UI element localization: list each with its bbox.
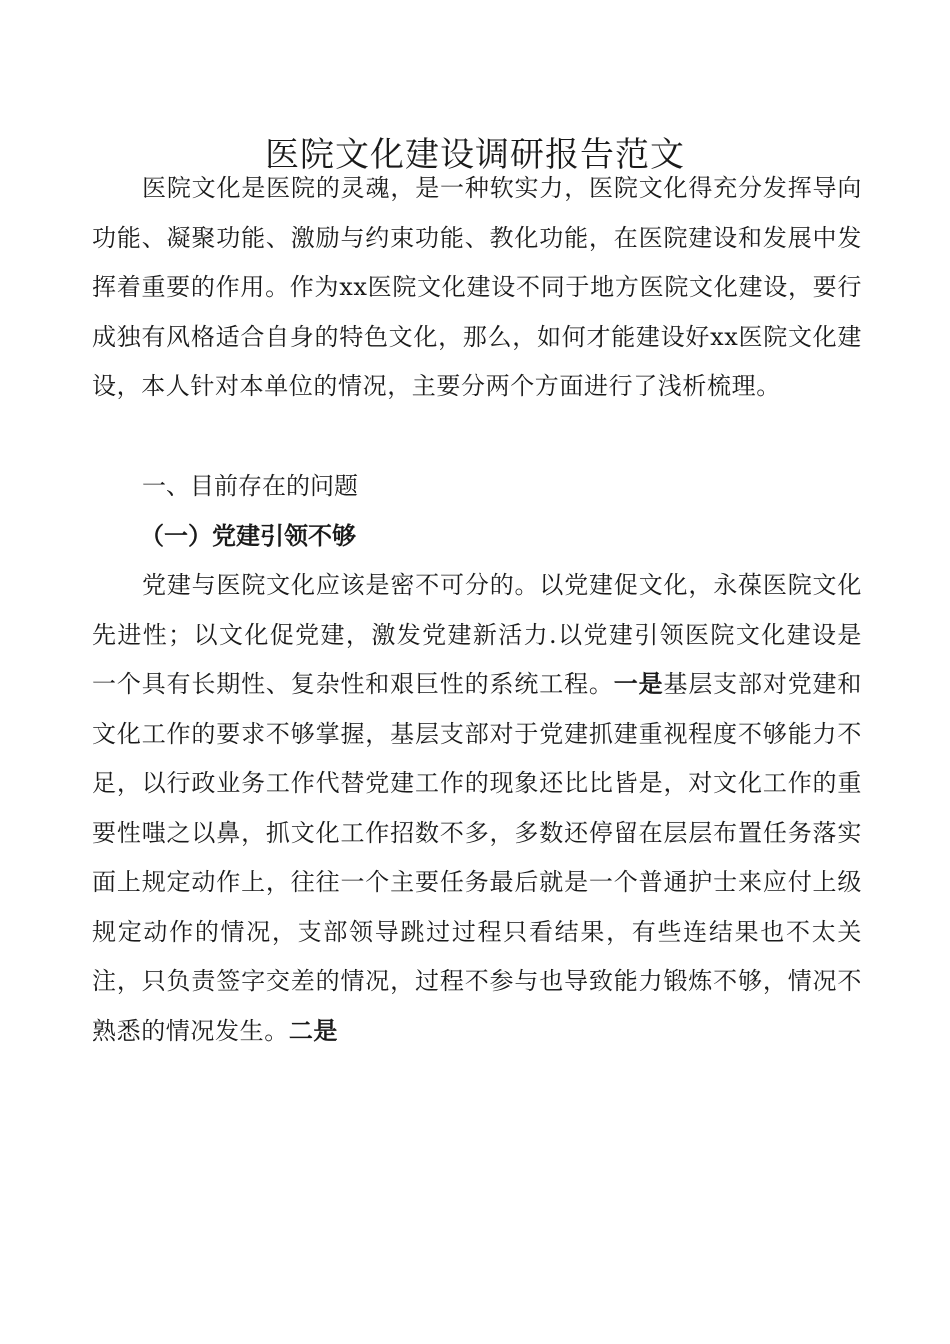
section-heading: 一、目前存在的问题 <box>142 472 358 500</box>
marker-one: 一是 <box>613 670 664 698</box>
body-text-part2: 基层支部对党建和文化工作的要求不够掌握，基层支部对于党建抓建重视程度不够能力不足，以行政业务工作代替党建工作的现象还比比皆是，对文化工作的重要性嗤之以鼻，抓文化工作招数不多，多数还停留在层层布置任务落实面上规定动作上，往往一个主要任务最后就是一个普通护士来应付上级规定动作的情况，支部领导跳过过程只看结果，有些连结果也不太关注，只负责签字交差的情况，过程不参与也导致能力锻炼不够，情况不熟悉的情况发生。 <box>92 670 862 1045</box>
subsection-heading: （一）党建引领不够 <box>140 522 356 550</box>
marker-two: 二是 <box>288 1016 339 1045</box>
body-paragraph <box>92 561 862 1056</box>
document-title: 医院文化建设调研报告范文 <box>265 134 685 175</box>
body-text-part1: 党建与医院文化应该是密不可分的。以党建促文化，永葆医院文化先进性；以文化促党建，激发党建新活力.以党建引领医院文化建设是一个具有长期性、复杂性和艰巨性的系统工程。 <box>92 571 862 698</box>
intro-paragraph: 医院文化是医院的灵魂，是一种软实力，医院文化得充分发挥导向功能、凝聚功能、激励与约束功能、教化功能，在医院建设和发展中发挥着重要的作用。作为xx医院文化建设不同于地方医院文化建设，要行成独有风格适合自身的特色文化，那么，如何才能建设好xx医院文化建设，本人针对本单位的情况，主要分两个方面进行了浅析梳理。 <box>92 174 862 400</box>
